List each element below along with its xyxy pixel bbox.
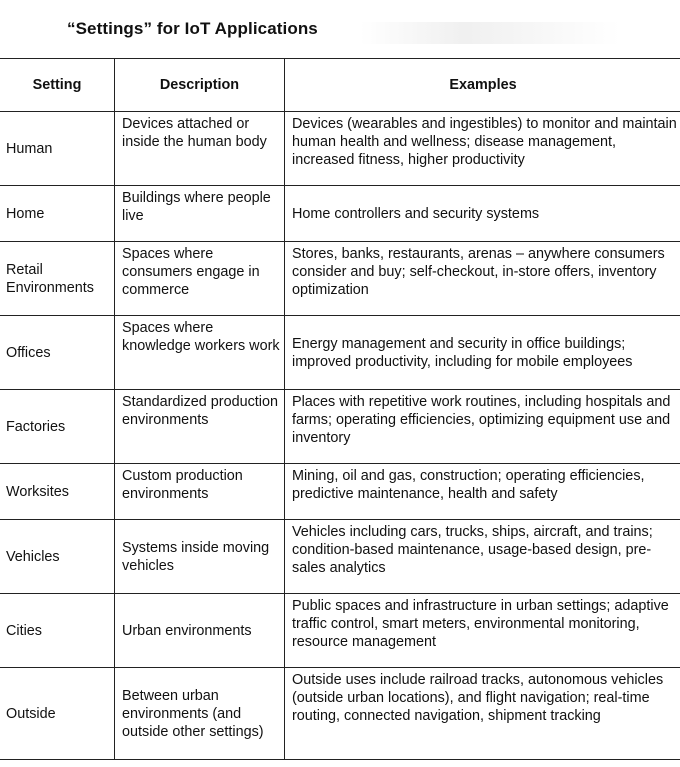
description-cell <box>115 242 285 316</box>
examples-text: Devices (wearables and ingestibles) to monitor and maintain human health and wellness; disease management, increased fitness, higher productivity <box>292 116 677 168</box>
setting-cell: Home <box>0 186 115 242</box>
description-text: Buildings where people live <box>122 190 271 224</box>
examples-cell <box>285 390 680 464</box>
setting-cell: Factories <box>0 390 115 464</box>
examples-cell <box>285 520 680 594</box>
examples-cell <box>285 186 680 242</box>
examples-text: Mining, oil and gas, construction; operating efficiencies, predictive maintenance, health and safety <box>292 468 645 502</box>
description-cell <box>115 112 285 186</box>
setting-cell: Retail Environments <box>0 242 115 316</box>
table-row <box>0 316 680 390</box>
table-row <box>0 390 680 464</box>
description-cell <box>115 668 285 760</box>
setting-cell: Offices <box>0 316 115 390</box>
description-text: Between urban environments (and outside other settings) <box>122 687 264 740</box>
table-row <box>0 594 680 668</box>
examples-cell <box>285 316 680 390</box>
examples-cell <box>285 464 680 520</box>
header-examples: Examples <box>285 59 680 112</box>
examples-text: Public spaces and infrastructure in urban settings; adaptive traffic control, smart meters, environmental monitoring, resource management <box>292 598 669 650</box>
description-cell <box>115 464 285 520</box>
description-text: Spaces where knowledge workers work <box>122 320 280 354</box>
header-description: Description <box>115 59 285 112</box>
description-text: Urban environments <box>122 622 252 639</box>
setting-cell: Vehicles <box>0 520 115 594</box>
description-text: Standardized production environments <box>122 394 279 428</box>
examples-text: Places with repetitive work routines, including hospitals and farms; operating efficiencies, optimizing equipment use and inventory <box>292 394 671 446</box>
description-text: Spaces where consumers engage in commerce <box>122 246 260 298</box>
examples-text: Home controllers and security systems <box>292 205 540 222</box>
setting-cell: Worksites <box>0 464 115 520</box>
setting-cell: Outside <box>0 668 115 760</box>
examples-text: Energy management and security in office buildings; improved productivity, including for mobile employees <box>292 335 633 370</box>
description-cell <box>115 594 285 668</box>
examples-text: Stores, banks, restaurants, arenas – anywhere consumers consider and buy; self-checkout, in-store offers, inventory optimization <box>292 246 665 298</box>
examples-text: Vehicles including cars, trucks, ships, aircraft, and trains; condition-based maintenance, usage-based design, pre-sales analytics <box>292 524 653 576</box>
page-title: “Settings” for IoT Applications <box>67 19 318 38</box>
description-cell <box>115 520 285 594</box>
description-cell <box>115 390 285 464</box>
examples-cell <box>285 242 680 316</box>
description-text: Custom production environments <box>122 468 243 502</box>
description-cell <box>115 316 285 390</box>
table-row <box>0 112 680 186</box>
table-row <box>0 520 680 594</box>
description-text: Systems inside moving vehicles <box>122 539 270 574</box>
setting-cell: Cities <box>0 594 115 668</box>
header-setting: Setting <box>0 59 115 112</box>
examples-cell <box>285 594 680 668</box>
table-row <box>0 668 680 760</box>
examples-text: Outside uses include railroad tracks, autonomous vehicles (outside urban locations), and flight navigation; real-time routing, connected navigation, shipment tracking <box>292 672 664 724</box>
table-header-row <box>0 59 680 112</box>
examples-cell <box>285 668 680 760</box>
iot-settings-table <box>0 58 680 760</box>
table-row <box>0 242 680 316</box>
description-text: Devices attached or inside the human body <box>122 116 267 150</box>
description-cell <box>115 186 285 242</box>
table-row <box>0 186 680 242</box>
examples-cell <box>285 112 680 186</box>
faded-background-text <box>360 22 620 44</box>
table-row <box>0 464 680 520</box>
setting-cell: Human <box>0 112 115 186</box>
